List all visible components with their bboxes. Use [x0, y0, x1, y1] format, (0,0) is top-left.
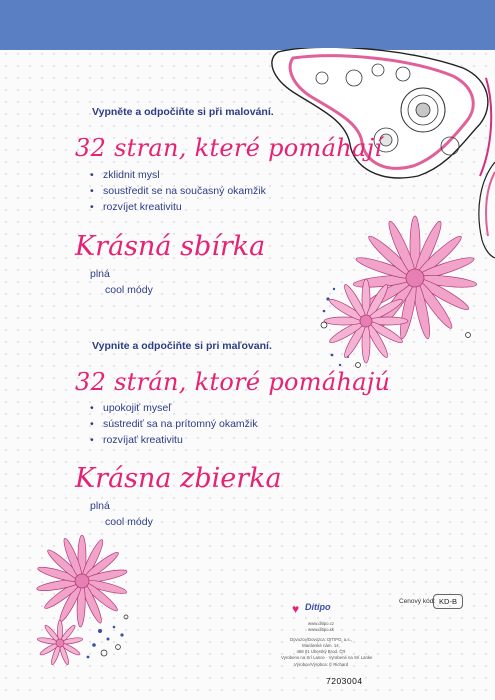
paisley-illustration [258, 48, 495, 183]
slovak-intro: Vypnite a odpočiňte si pri maľovaní. [92, 340, 272, 352]
flower-cluster-right [318, 215, 495, 380]
list-item: • rozvíjet kreativitu [90, 199, 266, 215]
importer: Dovozce/Dovozca: DITIPO, a.s., [290, 637, 352, 642]
ditipo-logo [292, 602, 342, 616]
slovak-benefits-list [90, 400, 258, 448]
brand-name: Ditipo [305, 602, 331, 612]
slovak-heading-32-pages: 32 strán, ktoré pomáhajú [75, 368, 391, 396]
product-code: 7203004 [326, 676, 363, 686]
price-code-label: Cenový kód: [399, 598, 436, 605]
heart-icon: ♥ [292, 602, 300, 616]
list-item: • rozvíjať kreativitu [90, 432, 258, 448]
list-item: • upokojiť myseľ [90, 400, 258, 416]
slovak-line-cool-mody: cool módy [105, 516, 153, 528]
czech-benefits-list [90, 167, 266, 215]
header-bar [0, 0, 495, 50]
list-item: • sústrediť sa na prítomný okamžik [90, 416, 258, 432]
czech-intro: Vypněte a odpočiňte si při malování. [92, 106, 274, 118]
czech-line-cool-mody: cool módy [105, 284, 153, 296]
made-in: Vyrobeno na Srí Lance · Vyrobené na Srí Lanke [281, 655, 373, 660]
list-item: • soustředit se na současný okamžik [90, 183, 266, 199]
slovak-heading-collection: Krásna zbierka [75, 463, 282, 494]
price-code-badge: KD-B [433, 594, 463, 609]
czech-line-plna: plná [90, 268, 110, 280]
czech-heading-32-pages: 32 stran, které pomáhají [75, 134, 383, 162]
maker: Výrobce/Výrobca: © Richard [293, 662, 349, 667]
flower-cluster-bottom-left [30, 535, 140, 670]
web-sk: www.ditipo.sk [307, 627, 335, 632]
address-line-2: 468 01 Uherský Brod, ČR [296, 649, 346, 654]
slovak-line-plna: plná [90, 500, 110, 512]
czech-heading-collection: Krásná sbírka [75, 231, 266, 262]
address-line-1: Mariánské nám. 14, [302, 643, 340, 648]
web-cz: www.ditipo.cz [307, 621, 335, 626]
list-item: • zklidnit mysl [90, 167, 266, 183]
